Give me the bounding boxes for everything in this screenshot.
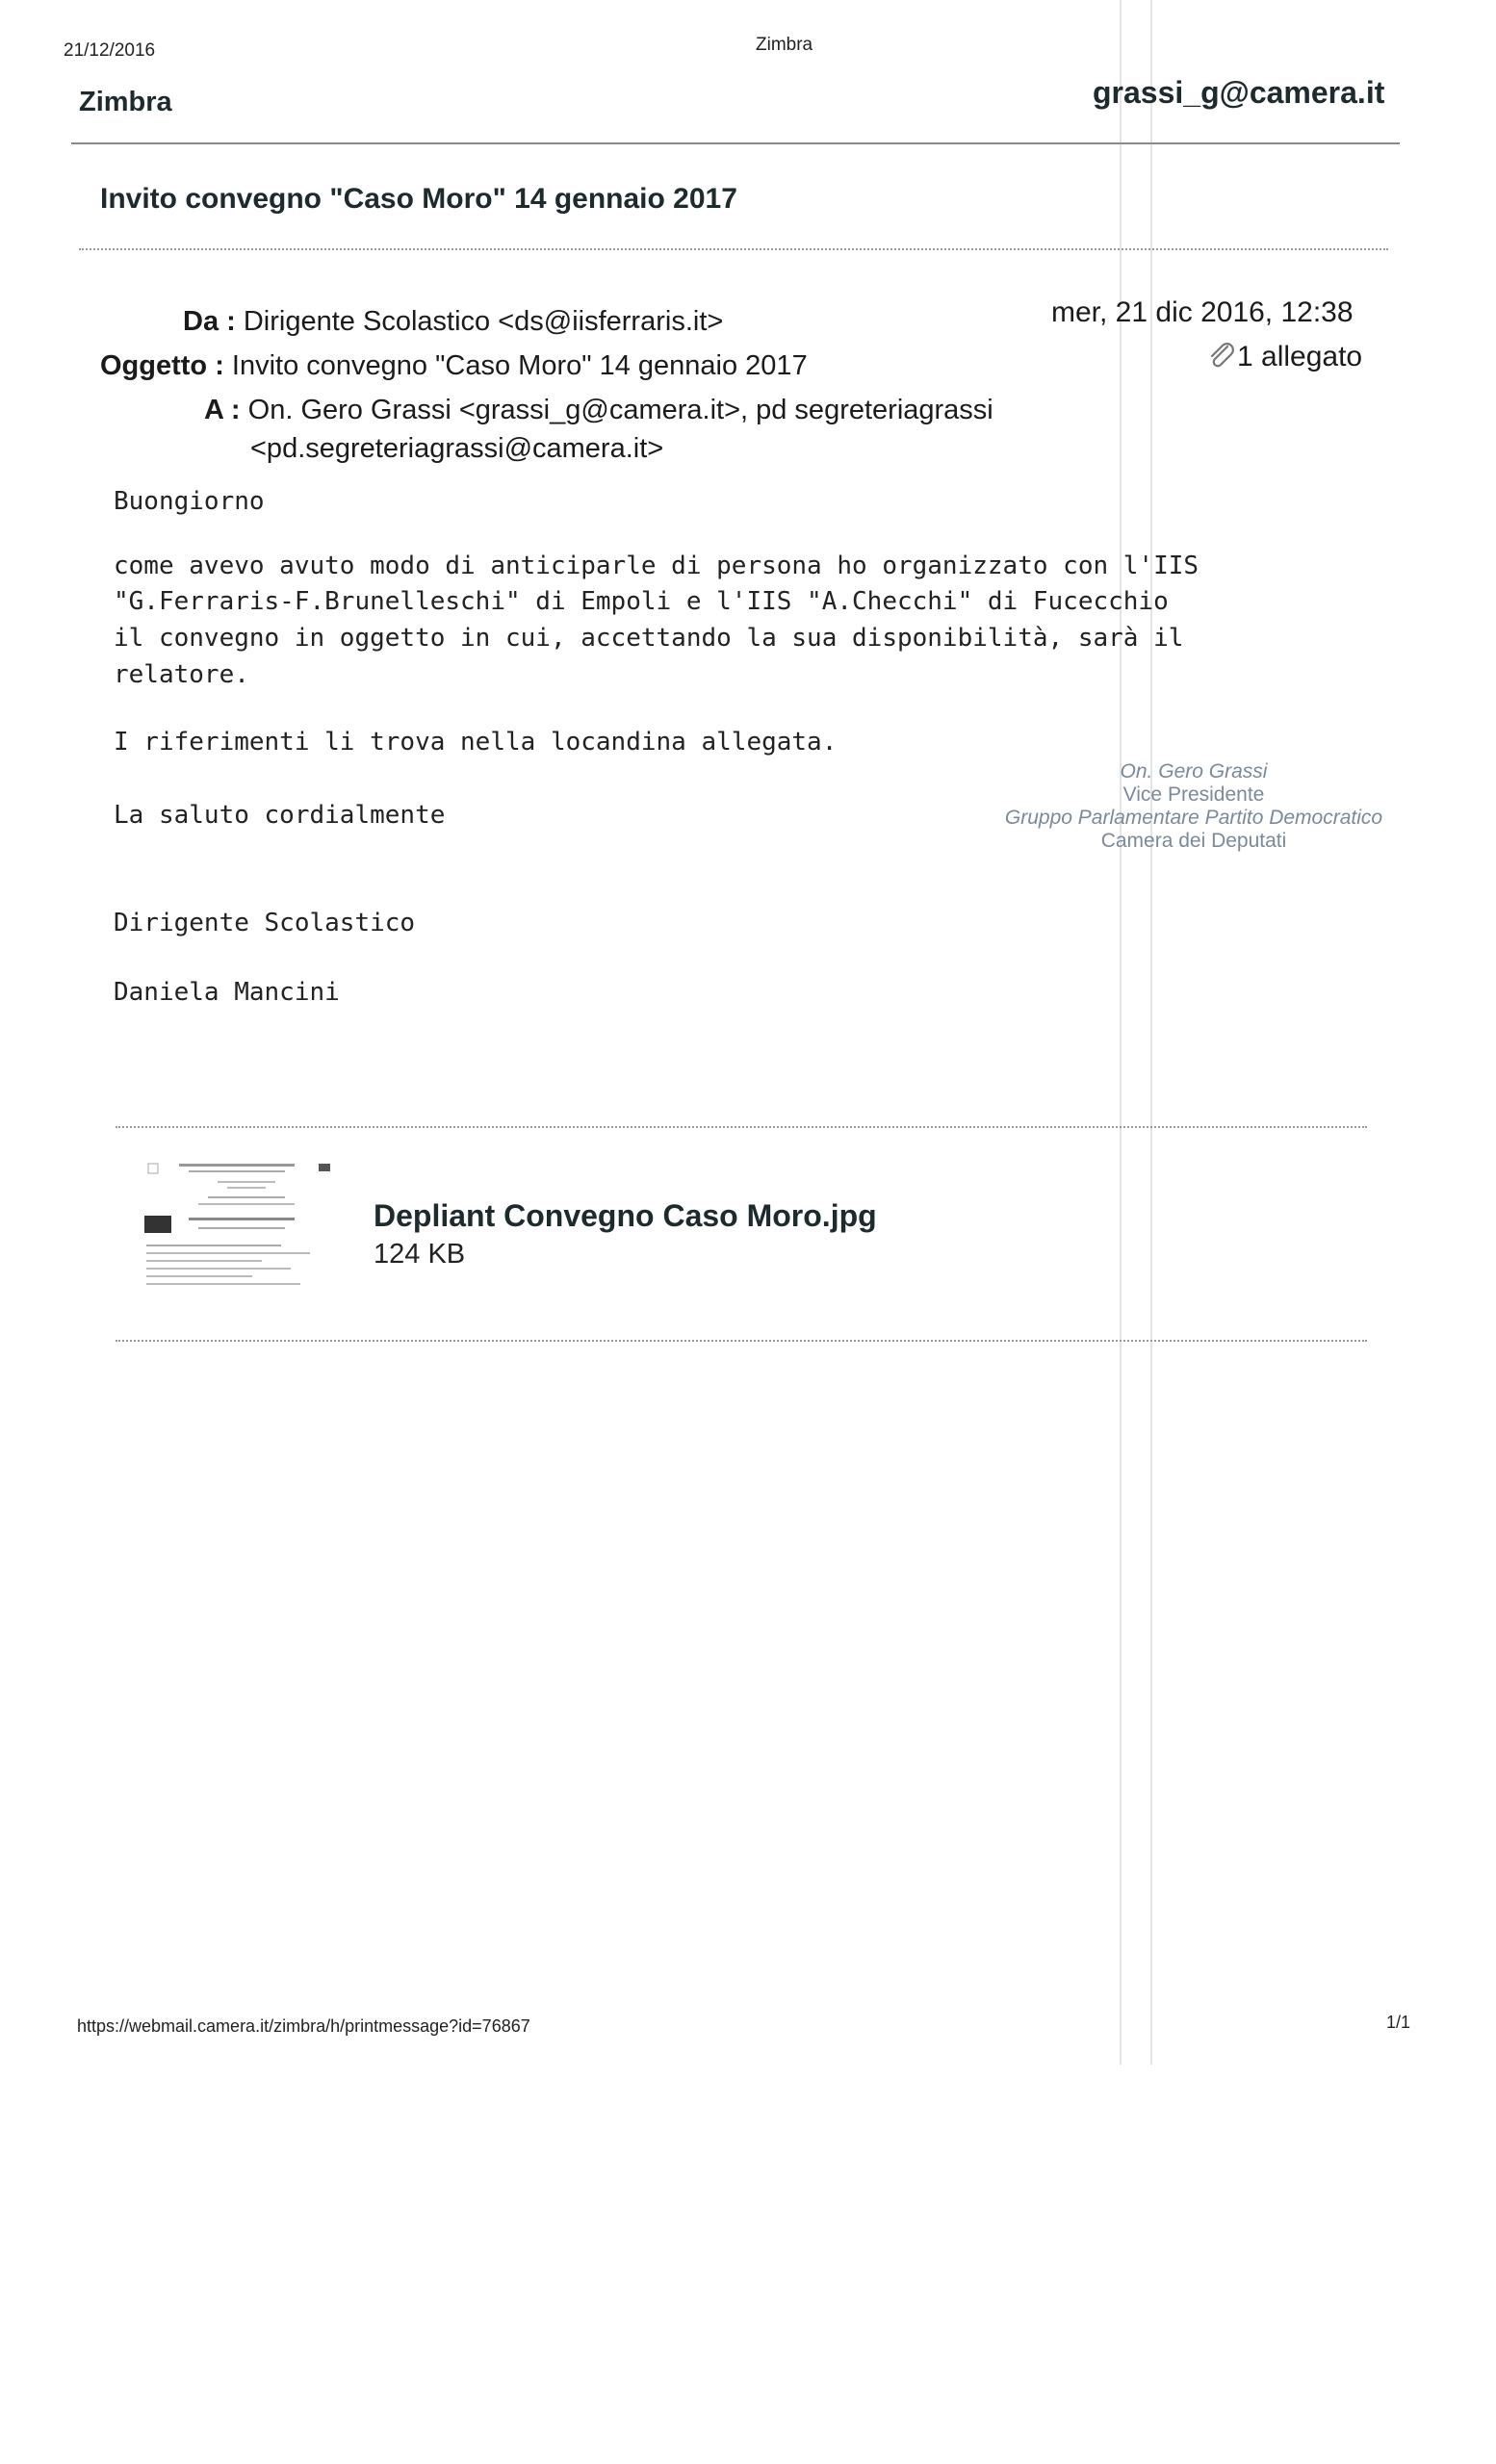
attachment-top-divider	[116, 1126, 1367, 1128]
print-app-title: Zimbra	[756, 35, 813, 55]
message-date: mer, 21 dic 2016, 12:38	[1051, 296, 1354, 328]
attachment-count[interactable]	[1208, 341, 1362, 373]
body-paragraph-line: "G.Ferraris-F.Brunelleschi" di Empoli e l'IIS "A.Checchi" di Fucecchio	[114, 587, 1169, 616]
to-value[interactable]: On. Gero Grassi <grassi_g@camera.it>, pd segreteriagrassi	[247, 395, 993, 425]
from-value[interactable]: Dirigente Scolastico <ds@iisferraris.it>	[243, 306, 724, 337]
to-row	[204, 395, 993, 426]
subject-value: Invito convegno "Caso Moro" 14 gennaio 2017	[231, 350, 808, 381]
brand-logo: Zimbra	[79, 87, 172, 117]
subject-divider	[79, 248, 1388, 250]
signature-name: Daniela Mancini	[114, 978, 340, 1007]
attachment-bottom-divider	[116, 1340, 1367, 1342]
attachment-filename[interactable]: Depliant Convegno Caso Moro.jpg	[374, 1198, 877, 1233]
print-date: 21/12/2016	[64, 40, 156, 61]
attachment-size: 124 KB	[374, 1239, 466, 1270]
stamp-line: Gruppo Parlamentare Partito Democratico	[1004, 807, 1383, 829]
to-row-continued[interactable]: <pd.segreteriagrassi@camera.it>	[250, 433, 664, 464]
account-email: grassi_g@camera.it	[1093, 75, 1385, 110]
stamp-line: Camera dei Deputati	[1100, 830, 1287, 852]
body-paragraph-line: come avevo avuto modo di anticiparle di persona ho organizzato con l'IIS	[114, 552, 1199, 580]
paperclip-icon	[1208, 343, 1237, 370]
stamp-line: Vice Presidente	[1122, 783, 1265, 806]
image-thumbnail-icon[interactable]	[141, 1160, 343, 1304]
body-paragraph-line: il convegno in oggetto in cui, accettando la sua disponibilità, sarà il	[114, 624, 1184, 653]
body-paragraph-line: relatore.	[114, 660, 249, 689]
page-number: 1/1	[1386, 2013, 1411, 2032]
body-closing: La saluto cordialmente	[114, 801, 446, 830]
subject-label: Oggetto :	[100, 350, 224, 381]
header-divider	[71, 142, 1400, 144]
body-paragraph-2: I riferimenti li trova nella locandina allegata.	[114, 728, 838, 757]
signature-title: Dirigente Scolastico	[114, 909, 416, 937]
official-stamp	[972, 760, 1415, 853]
from-label: Da :	[183, 306, 236, 337]
print-url: https://webmail.camera.it/zimbra/h/printmessage?id=76867	[77, 2016, 530, 2036]
body-greeting: Buongiorno	[114, 487, 265, 516]
attachment-count-label: 1 allegato	[1237, 341, 1363, 372]
to-label: A :	[204, 395, 241, 425]
subject-row	[100, 350, 808, 382]
message-subject-title: Invito convegno "Caso Moro" 14 gennaio 2017	[100, 183, 737, 215]
stamp-line: On. Gero Grassi	[1120, 760, 1268, 783]
from-row	[183, 306, 723, 338]
